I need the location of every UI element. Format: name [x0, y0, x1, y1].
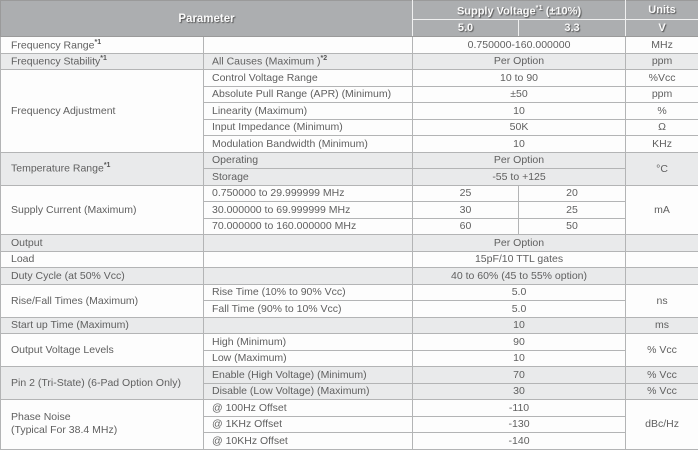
table-header [1, 1, 698, 37]
condition-cell: Input Impedance (Minimum) [204, 119, 413, 136]
value-cell: -140 [413, 433, 626, 450]
units-cell [626, 251, 698, 268]
condition-cell: @ 10KHz Offset [204, 433, 413, 450]
value-cell: 0.750000-160.000000 [413, 37, 626, 54]
units-cell [626, 268, 698, 285]
condition-cell: Modulation Bandwidth (Minimum) [204, 136, 413, 153]
condition-cell: Absolute Pull Range (APR) (Minimum) [204, 86, 413, 103]
value-cell: ±50 [413, 86, 626, 103]
units-cell [626, 235, 698, 252]
condition-cell: Rise Time (10% to 90% Vcc) [204, 284, 413, 301]
value-cell: 50K [413, 119, 626, 136]
condition-cell [204, 37, 413, 54]
header-units-volts: V [626, 20, 698, 37]
value-cell: -110 [413, 400, 626, 417]
units-cell: ns [626, 284, 698, 317]
condition-cell: Storage [204, 169, 413, 186]
header-supply-voltage-tolerance: (±10%) [543, 5, 581, 17]
value-3v3-cell: 25 [519, 202, 626, 219]
units-cell: Ω [626, 119, 698, 136]
table-row [1, 37, 698, 54]
value-cell: Per Option [413, 152, 626, 169]
units-cell: %Vcc [626, 70, 698, 87]
units-cell: mA [626, 185, 698, 235]
table-row [1, 268, 698, 285]
units-cell: ppm [626, 86, 698, 103]
value-cell: 70 [413, 367, 626, 384]
parameter-cell: Load [1, 251, 204, 268]
condition-cell: @ 1KHz Offset [204, 416, 413, 433]
units-cell: % Vcc [626, 383, 698, 400]
condition-cell: Control Voltage Range [204, 70, 413, 87]
table-body [1, 37, 698, 450]
table-row [1, 152, 698, 169]
value-3v3-cell: 20 [519, 185, 626, 202]
value-cell: 10 [413, 317, 626, 334]
value-cell: 40 to 60% (45 to 55% option) [413, 268, 626, 285]
condition-cell: @ 100Hz Offset [204, 400, 413, 417]
units-cell: % [626, 103, 698, 120]
units-cell: dBc/Hz [626, 400, 698, 450]
condition-cell [204, 251, 413, 268]
condition-cell: High (Minimum) [204, 334, 413, 351]
value-5v-cell: 60 [413, 218, 519, 235]
table-row [1, 400, 698, 417]
condition-cell [204, 317, 413, 334]
condition-cell: Low (Maximum) [204, 350, 413, 367]
value-cell: 5.0 [413, 301, 626, 318]
header-supply-voltage [413, 1, 626, 20]
table-row [1, 284, 698, 301]
value-cell: 10 to 90 [413, 70, 626, 87]
parameter-cell: Temperature Range$^{*1}$ [1, 152, 204, 185]
units-cell: KHz [626, 136, 698, 153]
units-cell: % Vcc [626, 334, 698, 367]
parameter-cell: Supply Current (Maximum) [1, 185, 204, 235]
value-cell: 10 [413, 103, 626, 120]
parameter-cell: Frequency Range$^{*1}$ [1, 37, 204, 54]
parameter-cell: Frequency Adjustment [1, 70, 204, 153]
parameter-cell: Phase Noise (Typical For 38.4 MHz) [1, 400, 204, 450]
units-cell: MHz [626, 37, 698, 54]
table-row [1, 334, 698, 351]
value-cell: 10 [413, 136, 626, 153]
condition-cell: Disable (Low Voltage) (Maximum) [204, 383, 413, 400]
condition-cell [204, 268, 413, 285]
value-cell: 5.0 [413, 284, 626, 301]
condition-cell: Linearity (Maximum) [204, 103, 413, 120]
value-cell: Per Option [413, 53, 626, 70]
value-cell: 15pF/10 TTL gates [413, 251, 626, 268]
condition-cell: 70.000000 to 160.000000 MHz [204, 218, 413, 235]
table-row [1, 70, 698, 87]
header-parameter: Parameter [1, 1, 413, 37]
value-cell: -130 [413, 416, 626, 433]
value-cell: -55 to +125 [413, 169, 626, 186]
condition-cell: 0.750000 to 29.999999 MHz [204, 185, 413, 202]
condition-cell: 30.000000 to 69.999999 MHz [204, 202, 413, 219]
parameter-cell: Output [1, 235, 204, 252]
units-cell: ppm [626, 53, 698, 70]
supply-voltage-footnote-marker: *1 [536, 3, 543, 12]
header-col-5v: 5.0 [413, 20, 519, 37]
condition-cell: Operating [204, 152, 413, 169]
condition-cell: Enable (High Voltage) (Minimum) [204, 367, 413, 384]
parameter-cell: Start up Time (Maximum) [1, 317, 204, 334]
value-5v-cell: 30 [413, 202, 519, 219]
table-row [1, 235, 698, 252]
value-3v3-cell: 50 [519, 218, 626, 235]
parameter-cell: Pin 2 (Tri-State) (6-Pad Option Only) [1, 367, 204, 400]
value-cell: 30 [413, 383, 626, 400]
header-row-main [1, 1, 698, 20]
value-cell: 90 [413, 334, 626, 351]
parameter-cell: Rise/Fall Times (Maximum) [1, 284, 204, 317]
units-cell: °C [626, 152, 698, 185]
parameter-cell: Frequency Stability$^{*1}$ [1, 53, 204, 70]
condition-cell [204, 235, 413, 252]
table-row [1, 53, 698, 70]
table-row [1, 367, 698, 384]
units-cell: ms [626, 317, 698, 334]
condition-cell: All Causes (Maximum )$^{*2}$ [204, 53, 413, 70]
parameter-cell: Output Voltage Levels [1, 334, 204, 367]
table-row [1, 185, 698, 202]
parameter-cell: Duty Cycle (at 50% Vcc) [1, 268, 204, 285]
units-cell: % Vcc [626, 367, 698, 384]
value-cell: 10 [413, 350, 626, 367]
condition-cell: Fall Time (90% to 10% Vcc) [204, 301, 413, 318]
value-5v-cell: 25 [413, 185, 519, 202]
header-units: Units [626, 1, 698, 20]
value-cell: Per Option [413, 235, 626, 252]
header-col-3v3: 3.3 [519, 20, 626, 37]
header-supply-voltage-label: Supply Voltage [457, 5, 536, 17]
table-row [1, 251, 698, 268]
table-row [1, 317, 698, 334]
